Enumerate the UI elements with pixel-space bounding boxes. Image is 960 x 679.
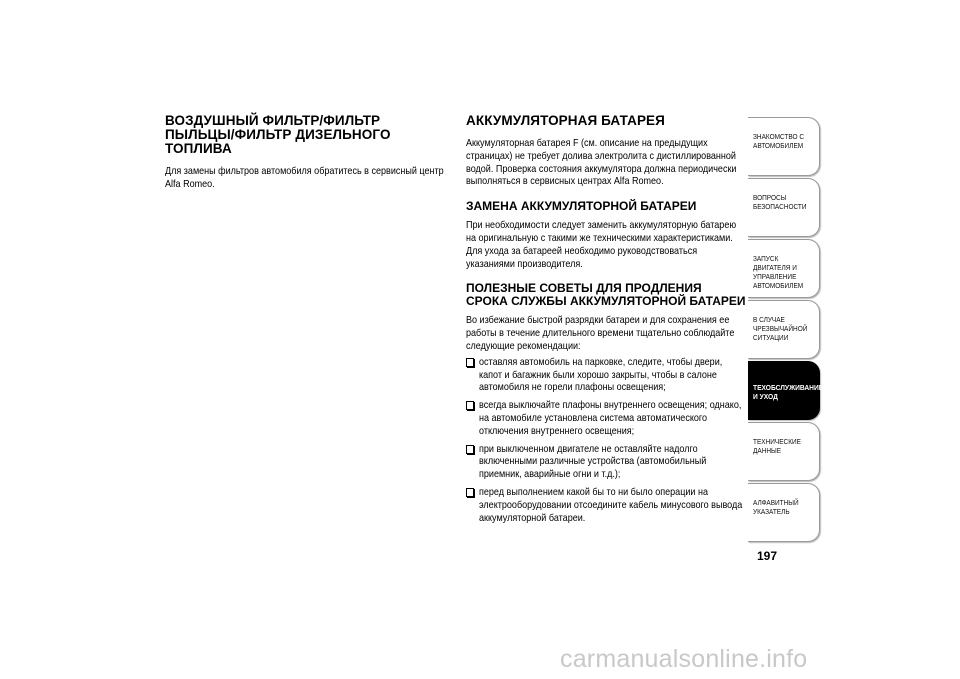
tab-starting-driving[interactable]: ЗАПУСК ДВИГАТЕЛЯ И УПРАВЛЕНИЕ АВТОМОБИЛЕМ [748, 239, 820, 298]
battery-tips-title: ПОЛЕЗНЫЕ СОВЕТЫ ДЛЯ ПРОДЛЕНИЯ СРОКА СЛУЖБЫ АККУМУЛЯТОРНОЙ БАТАРЕИ [466, 281, 746, 309]
list-item: перед выполнением какой бы то ни было операции на электрооборудовании отсоедините кабель минусового вывода аккумуляторной батареи. [466, 486, 746, 524]
battery-intro-text: Аккумуляторная батарея F (см. описание на предыдущих страницах) не требует долива электролита с дистиллированной водой. Проверка состояния аккумулятора должна периодически выполняться в сервисных центрах Alfa Romeo. [466, 137, 737, 188]
page-number: 197 [757, 549, 778, 563]
filter-section-title: ВОЗДУШНЫЙ ФИЛЬТР/ФИЛЬТР ПЫЛЬЦЫ/ФИЛЬТР ДИЗЕЛЬНОГО ТОПЛИВА [165, 113, 391, 156]
list-item: всегда выключайте плафоны внутреннего освещения; однако, на автомобиле установлена система автоматического отключения внутреннего освещения; [466, 399, 746, 437]
checkbox-bullet-icon [466, 488, 474, 497]
filter-section-text: Для замены фильтров автомобиля обратитесь в сервисный центр Alfa Romeo. [165, 165, 444, 190]
tab-emergency[interactable]: В СЛУЧАЕ ЧРЕЗВЫЧАЙНОЙ СИТУАЦИИ [748, 300, 820, 359]
checkbox-bullet-icon [466, 358, 474, 367]
list-item: оставляя автомобиль на парковке, следите, чтобы двери, капот и багажник были хорошо закрыты, чтобы в салоне автомобиля не горели плафоны освещения; [466, 356, 746, 394]
chapter-tabs [748, 117, 824, 544]
battery-replacement-text: При необходимости следует заменить аккумуляторную батарею на оригинальную с такими же техническими характеристиками. Для ухода за батареей необходимо руководствоваться указаниями производителя. [466, 219, 737, 270]
checkbox-bullet-icon [466, 445, 474, 454]
checkbox-bullet-icon [466, 401, 474, 410]
tab-technical-data[interactable]: ТЕХНИЧЕСКИЕ ДАННЫЕ [748, 422, 820, 481]
list-item: при выключенном двигателе не оставляйте надолго включенными различные устройства (автомобильный приемник, аварийные огни и т.д.); [466, 443, 746, 481]
main-column [466, 114, 746, 529]
battery-replacement-title: ЗАМЕНА АККУМУЛЯТОРНОЙ БАТАРЕИ [466, 199, 697, 214]
left-column [165, 114, 445, 191]
watermark: carmanualsonline.info [560, 645, 808, 673]
battery-tips-list [466, 356, 746, 525]
battery-section-title: АККУМУЛЯТОРНАЯ БАТАРЕЯ [466, 113, 665, 128]
tab-index[interactable]: АЛФАВИТНЫЙ УКАЗАТЕЛЬ [748, 483, 820, 542]
battery-tips-text: Во избежание быстрой разрядки батареи и для сохранения ее работы в течение длительного времени тщательно соблюдайте следующие рекомендации: [466, 314, 735, 352]
tab-maintenance[interactable]: ТЕХОБСЛУЖИВАНИЕ И УХОД [748, 361, 820, 420]
tab-safety[interactable]: ВОПРОСЫ БЕЗОПАСНОСТИ [748, 178, 820, 237]
tab-getting-to-know[interactable]: ЗНАКОМСТВО С АВТОМОБИЛЕМ [748, 117, 820, 176]
